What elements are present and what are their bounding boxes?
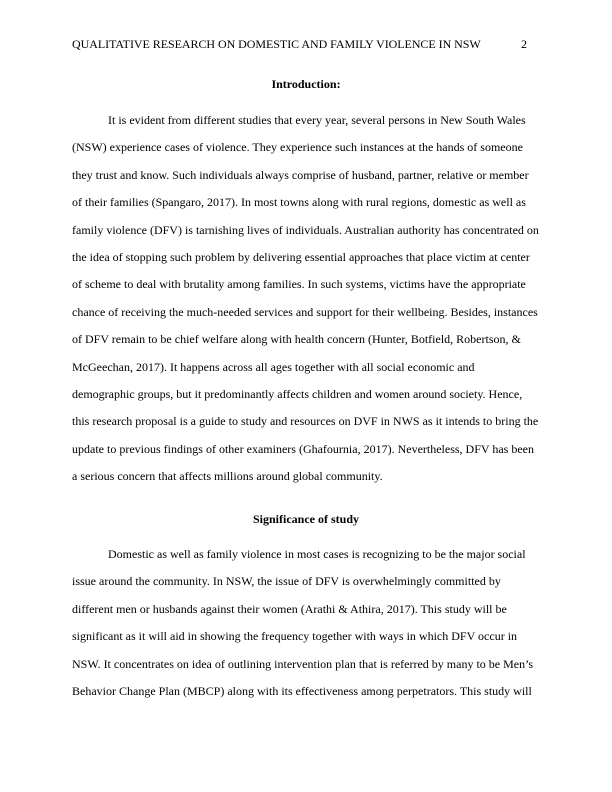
text-line: McGeechan, 2017). It happens across all ages together with all social economic and xyxy=(72,359,475,374)
introduction-paragraph xyxy=(72,107,540,490)
text-line: of their families (Spangaro, 2017). In most towns along with rural regions, domestic as well as xyxy=(72,195,526,210)
text-line: of scheme to deal with brutality among families. In such systems, victims have the appropriate xyxy=(72,277,526,292)
running-head-title: QUALITATIVE RESEARCH ON DOMESTIC AND FAMILY VIOLENCE IN NSW xyxy=(72,37,481,51)
text-line: family violence (DFV) is tarnishing lives of individuals. Australian authority has concentrated on xyxy=(72,222,539,237)
text-line: chance of receiving the much-needed services and support for their wellbeing. Besides, instances xyxy=(72,304,538,319)
text-line: (NSW) experience cases of violence. They experience such instances at the hands of someone xyxy=(72,140,523,155)
text-line: NSW. It concentrates on idea of outlining intervention plan that is referred by many to be Men’s xyxy=(72,656,534,671)
text-line: It is evident from different studies that every year, several persons in New South Wales xyxy=(108,113,526,127)
text-line: this research proposal is a guide to study and resources on DVF in NWS as it intends to bring the xyxy=(72,414,539,429)
text-line: significant as it will aid in showing the frequency together with ways in which DFV occur in xyxy=(72,629,518,644)
text-line: they trust and know. Such individuals always comprise of husband, partner, relative or member xyxy=(72,167,529,182)
text-line: Behavior Change Plan (MBCP) along with its effectiveness among perpetrators. This study will xyxy=(72,683,532,698)
page-number: 2 xyxy=(521,37,527,51)
text-line: demographic groups, but it predominantly affects children and women around society. Hence, xyxy=(72,386,523,401)
text-line: of DFV remain to be chief welfare along with health concern (Hunter, Botfield, Robertson, & xyxy=(72,332,521,347)
text-line: the idea of stopping such problem by delivering essential approaches that place victim at center xyxy=(72,249,530,264)
section-heading-introduction: Introduction: xyxy=(271,77,341,91)
text-line: a serious concern that affects millions around global community. xyxy=(72,469,383,484)
significance-paragraph xyxy=(72,541,540,705)
text-line: Domestic as well as family violence in most cases is recognizing to be the major social xyxy=(108,547,526,561)
text-line: issue around the community. In NSW, the issue of DFV is overwhelmingly committed by xyxy=(72,574,501,589)
running-head xyxy=(72,36,540,52)
text-line: different men or husbands against their women (Arathi & Athira, 2017). This study will be xyxy=(72,601,507,616)
text-line: update to previous findings of other examiners (Ghafournia, 2017). Nevertheless, DFV has been xyxy=(72,441,534,456)
section-heading-significance: Significance of study xyxy=(252,512,359,526)
